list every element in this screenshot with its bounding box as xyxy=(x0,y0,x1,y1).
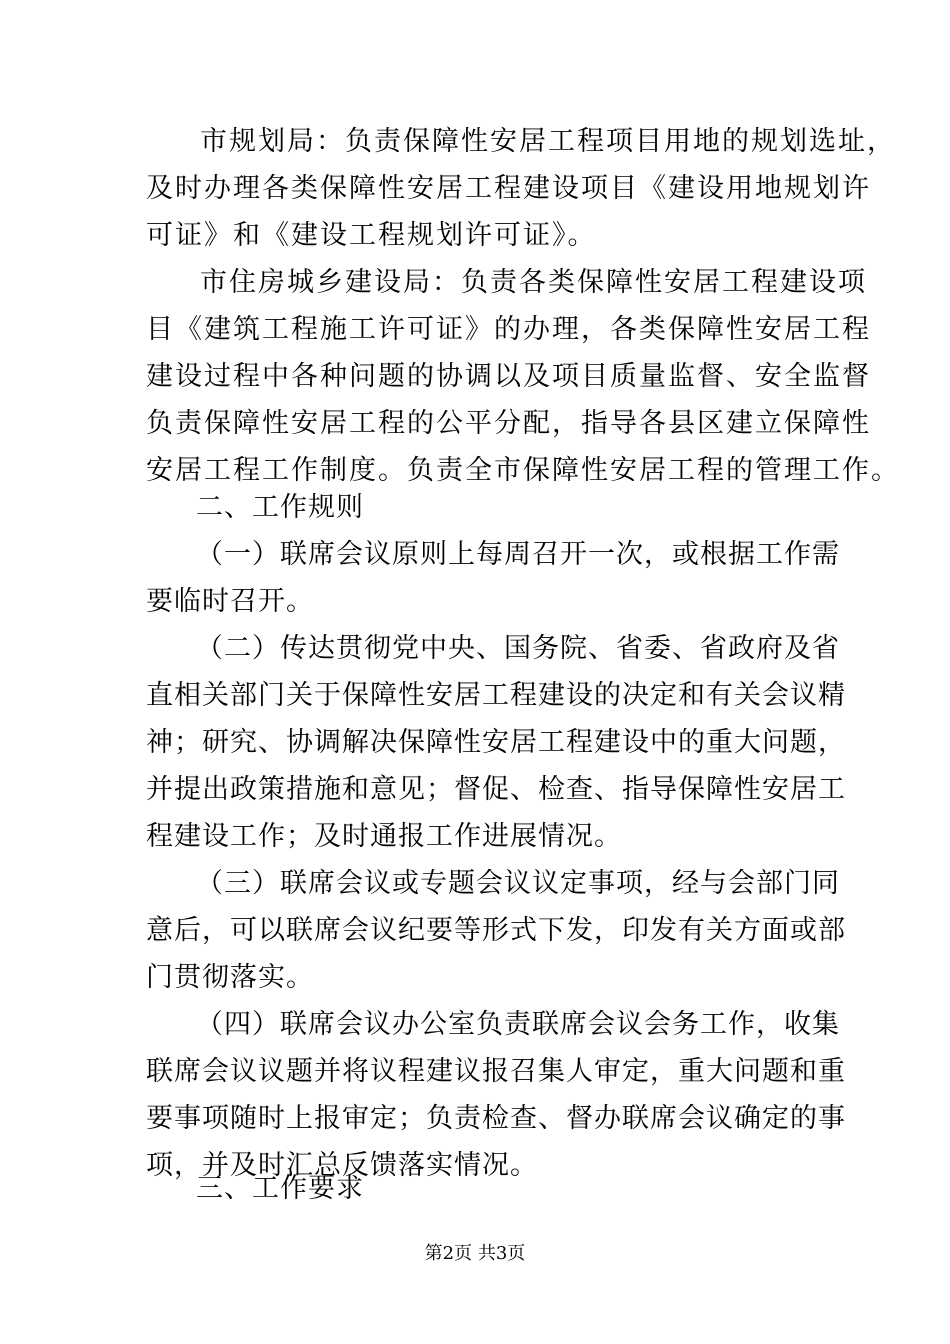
rule-line: 并提出政策措施和意见；督促、检查、指导保障性安居工 xyxy=(146,774,846,805)
rule-line: （一）联席会议原则上每周召开一次，或根据工作需 xyxy=(196,539,840,570)
paragraph-line: 负责保障性安居工程的公平分配，指导各县区建立保障性 xyxy=(146,408,871,439)
rule-line: 联席会议议题并将议程建议报召集人审定，重大问题和重 xyxy=(146,1056,846,1087)
rule-line: 直相关部门关于保障性安居工程建设的决定和有关会议精 xyxy=(146,680,846,711)
section-heading: 二、工作规则 xyxy=(196,492,364,523)
paragraph-line: 可证》和《建设工程规划许可证》。 xyxy=(146,220,597,251)
rule-line: 意后，可以联席会议纪要等形式下发，印发有关方面或部 xyxy=(146,915,846,946)
paragraph-line: 及时办理各类保障性安居工程建设项目《建设用地规划许 xyxy=(146,173,871,204)
rule-line: 项，并及时汇总反馈落实情况。 xyxy=(146,1150,538,1181)
paragraph-line: 目《建筑工程施工许可证》的办理，各类保障性安居工程 xyxy=(146,314,871,345)
rule-line: 程建设工作；及时通报工作进展情况。 xyxy=(146,821,622,852)
paragraph-line: 建设过程中各种问题的协调以及项目质量监督、安全监督 xyxy=(146,361,871,392)
rule-line: 神；研究、协调解决保障性安居工程建设中的重大问题， xyxy=(146,727,846,758)
section-heading: 三、工作要求 xyxy=(196,1173,364,1204)
page-number-footer: 第2页 共3页 xyxy=(424,1243,526,1264)
rule-line: （三）联席会议或专题会议议定事项，经与会部门同 xyxy=(196,868,840,899)
paragraph-line: 市规划局：负责保障性安居工程项目用地的规划选址， xyxy=(200,126,896,157)
rule-line: （二）传达贯彻党中央、国务院、省委、省政府及省 xyxy=(196,633,840,664)
rule-line: 要临时召开。 xyxy=(146,586,314,617)
rule-line: （四）联席会议办公室负责联席会议会务工作，收集 xyxy=(196,1009,840,1040)
rule-line: 要事项随时上报审定；负责检查、督办联席会议确定的事 xyxy=(146,1103,846,1134)
paragraph-line: 市住房城乡建设局：负责各类保障性安居工程建设项 xyxy=(200,267,867,298)
paragraph-line: 安居工程工作制度。负责全市保障性安居工程的管理工作。 xyxy=(146,455,900,486)
rule-line: 门贯彻落实。 xyxy=(146,962,314,993)
